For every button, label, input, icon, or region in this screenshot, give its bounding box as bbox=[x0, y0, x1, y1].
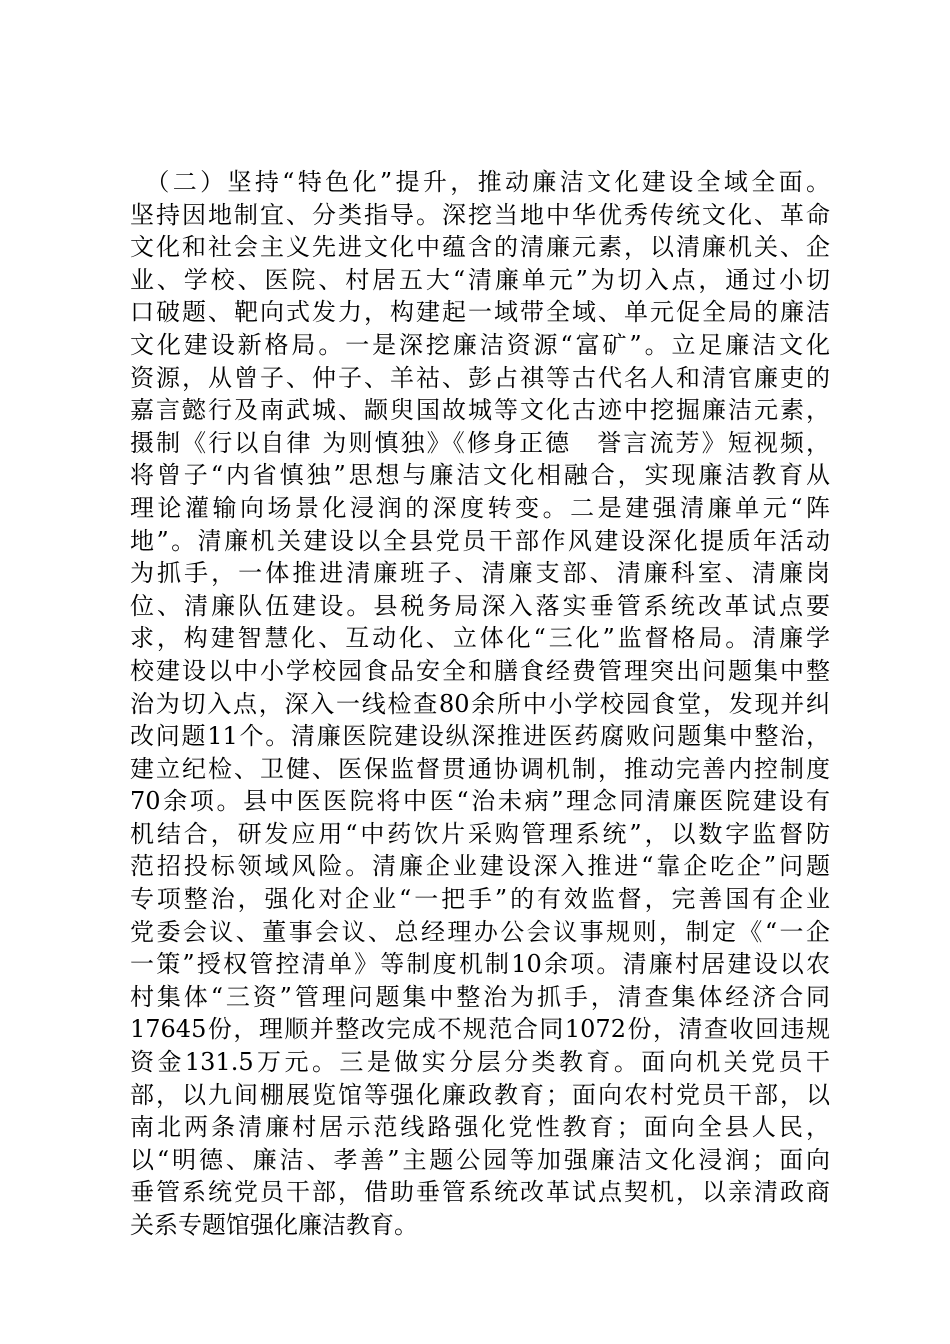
text-line: 范招投标领域风险。清廉企业建设深入推进“靠企吃企”问题 bbox=[130, 852, 830, 881]
text-line: （二）坚持“特色化”提升，推动廉洁文化建设全域全面。 bbox=[130, 168, 830, 196]
text-line: 文化建设新格局。一是深挖廉洁资源“富矿”。立足廉洁文化 bbox=[130, 330, 830, 359]
text-line: 资源，从曾子、仲子、羊祜、彭占祺等古代名人和清官廉吏的 bbox=[130, 363, 830, 392]
text-line: 村集体“三资”管理问题集中整治为抓手，清查集体经济合同 bbox=[130, 982, 830, 1011]
text-line: 求，构建智慧化、互动化、立体化“三化”监督格局。清廉学 bbox=[130, 624, 830, 653]
text-line: 文化和社会主义先进文化中蕴含的清廉元素，以清廉机关、企 bbox=[130, 233, 830, 262]
text-line: 口破题、靶向式发力，构建起一域带全域、单元促全局的廉洁 bbox=[130, 298, 830, 327]
text-line: 机结合，研发应用“中药饮片采购管理系统”，以数字监督防 bbox=[130, 819, 830, 848]
text-line: 党委会议、董事会议、总经理办公会议事规则，制定《“一企 bbox=[130, 917, 830, 946]
body-paragraph bbox=[130, 166, 830, 1242]
text-line: 改问题11个。清廉医院建设纵深推进医药腐败问题集中整治， bbox=[130, 722, 830, 751]
text-line: 部，以九间棚展览馆等强化廉政教育；面向农村党员干部，以 bbox=[130, 1080, 830, 1109]
text-line: 业、学校、医院、村居五大“清廉单元”为切入点，通过小切 bbox=[130, 265, 830, 294]
text-line: 70余项。县中医医院将中医“治未病”理念同清廉医院建设有 bbox=[130, 787, 830, 816]
text-line: 专项整治，强化对企业“一把手”的有效监督，完善国有企业 bbox=[130, 885, 830, 914]
text-line: 一策”授权管控清单》等制度机制10余项。清廉村居建设以农 bbox=[130, 950, 830, 979]
text-line: 为抓手，一体推进清廉班子、清廉支部、清廉科室、清廉岗 bbox=[130, 559, 830, 588]
text-line: 关系专题馆强化廉洁教育。 bbox=[130, 1211, 418, 1239]
text-line: 嘉言懿行及南武城、颛臾国故城等文化古迹中挖掘廉洁元素， bbox=[130, 396, 830, 425]
text-line: 理论灌输向场景化浸润的深度转变。二是建强清廉单元“阵 bbox=[130, 493, 830, 522]
text-line: 资金131.5万元。三是做实分层分类教育。面向机关党员干 bbox=[130, 1048, 830, 1077]
text-line: 将曾子“内省慎独”思想与廉洁文化相融合，实现廉洁教育从 bbox=[130, 461, 830, 490]
text-line: 治为切入点，深入一线检查80余所中小学校园食堂，发现并纠 bbox=[130, 689, 830, 718]
text-line: 17645份，理顺并整改完成不规范合同1072份，清查收回违规 bbox=[130, 1015, 830, 1044]
text-line: 垂管系统党员干部，借助垂管系统改革试点契机，以亲清政商 bbox=[130, 1178, 830, 1207]
text-line: 摄制《行以自律 为则慎独》《修身正德 誉言流芳》短视频， bbox=[130, 428, 830, 457]
text-line: 南北两条清廉村居示范线路强化党性教育；面向全县人民， bbox=[130, 1113, 830, 1142]
text-line: 校建设以中小学校园食品安全和膳食经费管理突出问题集中整 bbox=[130, 656, 830, 685]
text-line: 坚持因地制宜、分类指导。深挖当地中华优秀传统文化、革命 bbox=[130, 200, 830, 229]
text-line: 位、清廉队伍建设。县税务局深入落实垂管系统改革试点要 bbox=[130, 591, 830, 620]
text-line: 以“明德、廉洁、孝善”主题公园等加强廉洁文化浸润；面向 bbox=[130, 1145, 830, 1174]
text-line: 地”。清廉机关建设以全县党员干部作风建设深化提质年活动 bbox=[130, 526, 830, 555]
text-line: 建立纪检、卫健、医保监督贯通协调机制，推动完善内控制度 bbox=[130, 754, 830, 783]
